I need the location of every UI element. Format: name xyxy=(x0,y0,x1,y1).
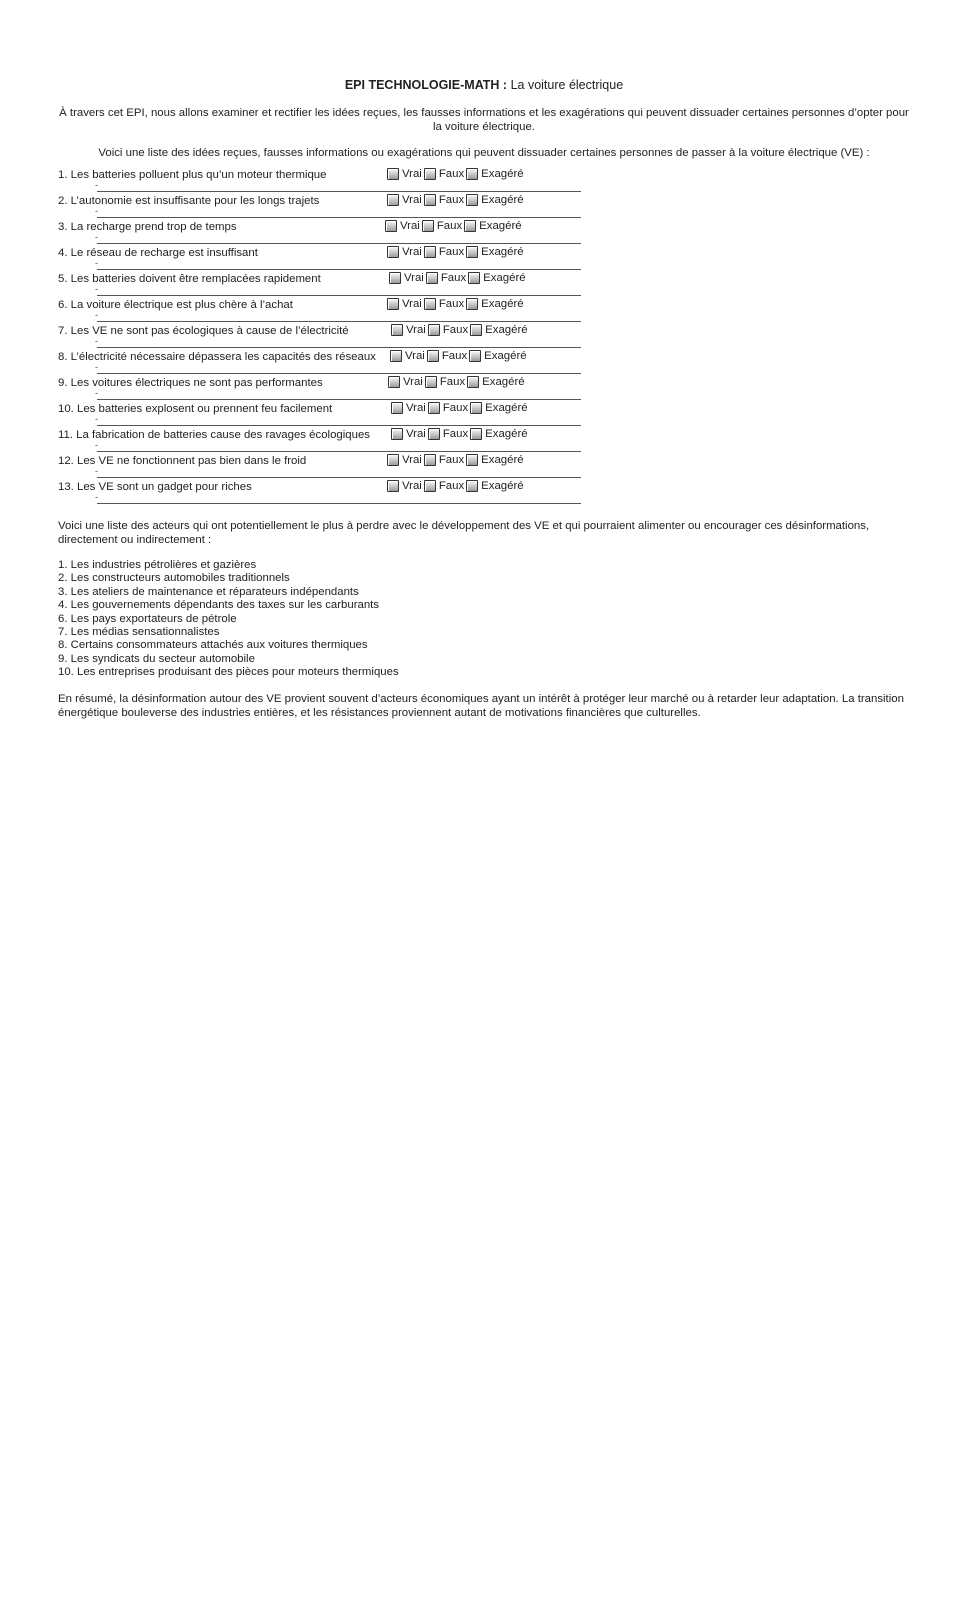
checkbox-vrai[interactable] xyxy=(387,168,422,180)
checkbox-box[interactable] xyxy=(466,480,478,492)
question-row xyxy=(58,219,538,245)
checkbox-box[interactable] xyxy=(391,402,403,414)
answer-line xyxy=(97,399,581,400)
actors-intro: Voici une liste des acteurs qui ont potentiellement le plus à perdre avec le développement des VE et qui pourraient alimenter ou encourager ces désinformations, directement ou indirectement : xyxy=(58,520,870,546)
question-text: 3. La recharge prend trop de temps xyxy=(58,221,237,233)
checkbox-box[interactable] xyxy=(387,194,399,206)
answer-options xyxy=(387,298,526,313)
answer-options xyxy=(389,272,528,287)
checkbox-label: Faux xyxy=(438,168,465,180)
answer-blank-marker: - xyxy=(95,414,98,424)
answer-blank-marker: - xyxy=(95,258,98,268)
checkbox-box[interactable] xyxy=(466,246,478,258)
answer-line xyxy=(97,451,581,452)
checkbox-label: Faux xyxy=(438,480,465,492)
question-text: 12. Les VE ne fonctionnent pas bien dans le froid xyxy=(58,455,307,467)
checkbox-box[interactable] xyxy=(387,480,399,492)
checkbox-vrai[interactable] xyxy=(387,454,422,466)
answer-line xyxy=(97,503,581,504)
questions-intro: Voici une liste des idées reçues, fausses informations ou exagérations qui peuvent dissuader certaines personnes de passer à la voiture électrique (VE) : xyxy=(98,147,870,159)
answer-options xyxy=(387,168,526,183)
question-row xyxy=(58,297,538,323)
answer-line xyxy=(97,477,581,478)
answer-options xyxy=(391,428,530,443)
answer-line xyxy=(97,321,581,322)
question-row xyxy=(58,375,538,401)
checkbox-exagere[interactable] xyxy=(466,298,523,310)
checkbox-box[interactable] xyxy=(424,194,436,206)
checkbox-label: Faux xyxy=(438,194,465,206)
checkbox-box[interactable] xyxy=(390,350,402,362)
checkbox-exagere[interactable] xyxy=(464,220,521,232)
checkbox-box[interactable] xyxy=(424,168,436,180)
checkbox-vrai[interactable] xyxy=(391,324,426,336)
checkbox-label: Vrai xyxy=(402,480,422,492)
answer-blank-marker: - xyxy=(95,440,98,450)
checkbox-box[interactable] xyxy=(470,324,482,336)
checkbox-box[interactable] xyxy=(428,402,440,414)
question-row xyxy=(58,479,538,505)
checkbox-box[interactable] xyxy=(469,350,481,362)
checkbox-box[interactable] xyxy=(470,402,482,414)
checkbox-label: Vrai xyxy=(406,402,426,414)
checkbox-label: Faux xyxy=(442,428,469,440)
checkbox-label: Vrai xyxy=(400,220,420,232)
answer-line xyxy=(97,425,581,426)
question-text: 5. Les batteries doivent être remplacées rapidement xyxy=(58,273,321,285)
checkbox-box[interactable] xyxy=(387,298,399,310)
answer-blank-marker: - xyxy=(95,492,98,502)
actor-item: 6. Les pays exportateurs de pétrole xyxy=(58,612,237,625)
checkbox-box[interactable] xyxy=(389,272,401,284)
answer-options xyxy=(391,402,530,417)
checkbox-label: Exagéré xyxy=(479,220,522,232)
question-row xyxy=(58,245,538,271)
answer-options xyxy=(387,194,526,209)
checkbox-faux[interactable] xyxy=(424,454,464,466)
question-row xyxy=(58,453,538,479)
answer-line xyxy=(97,373,581,374)
checkbox-vrai[interactable] xyxy=(391,402,426,414)
question-text: 8. L’électricité nécessaire dépassera les capacités des réseaux xyxy=(58,351,376,363)
checkbox-label: Vrai xyxy=(403,376,423,388)
answer-options xyxy=(391,324,530,339)
checkbox-box[interactable] xyxy=(466,298,478,310)
checkbox-exagere[interactable] xyxy=(466,246,523,258)
checkbox-box[interactable] xyxy=(426,272,438,284)
checkbox-vrai[interactable] xyxy=(389,272,424,284)
checkbox-box[interactable] xyxy=(468,272,480,284)
checkbox-label: Exagéré xyxy=(481,168,524,180)
answer-blank-marker: - xyxy=(95,180,98,190)
question-text: 10. Les batteries explosent ou prennent feu facilement xyxy=(58,403,333,415)
actors-list xyxy=(58,559,399,680)
answer-line xyxy=(97,295,581,296)
page-title xyxy=(0,78,968,92)
checkbox-label: Vrai xyxy=(402,194,422,206)
checkbox-faux[interactable] xyxy=(424,194,464,206)
question-row xyxy=(58,401,538,427)
question-text: 4. Le réseau de recharge est insuffisant xyxy=(58,247,258,259)
checkbox-label: Faux xyxy=(440,272,467,284)
checkbox-faux[interactable] xyxy=(428,324,468,336)
checkbox-box[interactable] xyxy=(424,246,436,258)
question-row xyxy=(58,167,538,193)
checkbox-label: Exagéré xyxy=(481,480,524,492)
actor-item: 7. Les médias sensationnalistes xyxy=(58,626,220,639)
checkbox-faux[interactable] xyxy=(424,246,464,258)
checkbox-box[interactable] xyxy=(425,376,437,388)
checkbox-box[interactable] xyxy=(387,454,399,466)
checkbox-label: Exagéré xyxy=(481,298,524,310)
answer-options xyxy=(387,480,526,495)
question-text: 13. Les VE sont un gadget pour riches xyxy=(58,481,252,493)
question-text: 11. La fabrication de batteries cause des ravages écologiques xyxy=(58,429,370,441)
checkbox-exagere[interactable] xyxy=(466,194,523,206)
checkbox-label: Vrai xyxy=(406,428,426,440)
checkbox-box[interactable] xyxy=(470,428,482,440)
answer-blank-marker: - xyxy=(95,466,98,476)
title-bold: EPI TECHNOLOGIE-MATH : xyxy=(344,78,508,92)
checkbox-label: Faux xyxy=(438,246,465,258)
answer-blank-marker: - xyxy=(95,388,98,398)
checkbox-box[interactable] xyxy=(391,428,403,440)
checkbox-vrai[interactable] xyxy=(387,194,422,206)
question-row xyxy=(58,349,538,375)
answer-options xyxy=(388,376,527,391)
answer-blank-marker: - xyxy=(95,232,98,242)
checkbox-box[interactable] xyxy=(424,480,436,492)
question-text: 7. Les VE ne sont pas écologiques à cause de l’électricité xyxy=(58,325,349,337)
answer-line xyxy=(97,191,581,192)
checkbox-box[interactable] xyxy=(428,324,440,336)
checkbox-exagere[interactable] xyxy=(470,428,527,440)
checkbox-label: Faux xyxy=(441,350,468,362)
checkbox-box[interactable] xyxy=(466,168,478,180)
checkbox-exagere[interactable] xyxy=(468,272,525,284)
summary-paragraph: En résumé, la désinformation autour des VE provient souvent d’acteurs économiques ayant un intérêt à protéger leur marché ou à retarder leur adaptation. La transition énergétique bouleverse des industries entières, et les résistances proviennent autant de motivations financières que culturelles. xyxy=(58,693,904,719)
answer-blank-marker: - xyxy=(95,284,98,294)
checkbox-faux[interactable] xyxy=(424,298,464,310)
checkbox-box[interactable] xyxy=(422,220,434,232)
checkbox-label: Faux xyxy=(436,220,463,232)
questions-list xyxy=(58,167,538,505)
checkbox-label: Faux xyxy=(439,376,466,388)
checkbox-box[interactable] xyxy=(424,298,436,310)
checkbox-label: Faux xyxy=(442,402,469,414)
checkbox-label: Faux xyxy=(442,324,469,336)
answer-blank-marker: - xyxy=(95,336,98,346)
actor-item: 10. Les entreprises produisant des pièces pour moteurs thermiques xyxy=(58,666,399,679)
checkbox-box[interactable] xyxy=(428,428,440,440)
checkbox-faux[interactable] xyxy=(425,376,465,388)
checkbox-exagere[interactable] xyxy=(469,350,526,362)
checkbox-vrai[interactable] xyxy=(387,246,422,258)
answer-options xyxy=(385,220,524,235)
checkbox-label: Vrai xyxy=(402,298,422,310)
checkbox-box[interactable] xyxy=(387,246,399,258)
checkbox-box[interactable] xyxy=(467,376,479,388)
checkbox-label: Exagéré xyxy=(481,454,524,466)
checkbox-label: Vrai xyxy=(406,324,426,336)
checkbox-label: Exagéré xyxy=(485,402,528,414)
checkbox-vrai[interactable] xyxy=(385,220,420,232)
actor-item: 1. Les industries pétrolières et gazières xyxy=(58,559,257,571)
checkbox-box[interactable] xyxy=(466,454,478,466)
checkbox-label: Exagéré xyxy=(481,246,524,258)
checkbox-label: Faux xyxy=(438,454,465,466)
checkbox-faux[interactable] xyxy=(428,428,468,440)
actor-item: 4. Les gouvernements dépendants des taxes sur les carburants xyxy=(58,599,380,612)
checkbox-faux[interactable] xyxy=(428,402,468,414)
checkbox-vrai[interactable] xyxy=(387,298,422,310)
answer-options xyxy=(387,246,526,261)
question-text: 9. Les voitures électriques ne sont pas performantes xyxy=(58,377,323,389)
checkbox-label: Vrai xyxy=(404,272,424,284)
question-text: 2. L’autonomie est insuffisante pour les longs trajets xyxy=(58,195,320,207)
checkbox-box[interactable] xyxy=(385,220,397,232)
checkbox-label: Exagéré xyxy=(484,350,527,362)
checkbox-label: Vrai xyxy=(402,246,422,258)
intro-paragraph: À travers cet EPI, nous allons examiner et rectifier les idées reçues, les fausses informations et les exagérations qui peuvent dissuader certaines personnes d’opter pour la voiture électrique. xyxy=(59,107,909,133)
checkbox-faux[interactable] xyxy=(426,272,466,284)
question-text: 6. La voiture électrique est plus chère à l’achat xyxy=(58,299,293,311)
checkbox-exagere[interactable] xyxy=(466,480,523,492)
question-text: 1. Les batteries polluent plus qu’un moteur thermique xyxy=(58,169,327,181)
checkbox-label: Vrai xyxy=(405,350,425,362)
checkbox-exagere[interactable] xyxy=(467,376,524,388)
actor-item: 2. Les constructeurs automobiles traditionnels xyxy=(58,572,290,585)
checkbox-label: Exagéré xyxy=(485,324,528,336)
answer-line xyxy=(97,269,581,270)
checkbox-faux[interactable] xyxy=(424,480,464,492)
checkbox-box[interactable] xyxy=(427,350,439,362)
actor-item: 8. Certains consommateurs attachés aux voitures thermiques xyxy=(58,639,368,652)
question-row xyxy=(58,271,538,297)
checkbox-exagere[interactable] xyxy=(466,168,523,180)
checkbox-vrai[interactable] xyxy=(387,480,422,492)
checkbox-label: Exagéré xyxy=(483,272,526,284)
answer-options xyxy=(390,350,529,365)
answer-options xyxy=(387,454,526,469)
checkbox-box[interactable] xyxy=(464,220,476,232)
checkbox-exagere[interactable] xyxy=(466,454,523,466)
checkbox-exagere[interactable] xyxy=(470,402,527,414)
answer-blank-marker: - xyxy=(95,362,98,372)
checkbox-exagere[interactable] xyxy=(470,324,527,336)
checkbox-label: Exagéré xyxy=(485,428,528,440)
title-rest: La voiture électrique xyxy=(510,78,624,92)
checkbox-label: Exagéré xyxy=(481,194,524,206)
checkbox-vrai[interactable] xyxy=(391,428,426,440)
checkbox-box[interactable] xyxy=(466,194,478,206)
question-row xyxy=(58,323,538,349)
checkbox-faux[interactable] xyxy=(424,168,464,180)
checkbox-vrai[interactable] xyxy=(390,350,425,362)
answer-line xyxy=(97,217,581,218)
checkbox-label: Vrai xyxy=(402,454,422,466)
answer-line xyxy=(97,347,581,348)
question-row xyxy=(58,427,538,453)
answer-line xyxy=(97,243,581,244)
checkbox-faux[interactable] xyxy=(427,350,467,362)
answer-blank-marker: - xyxy=(95,310,98,320)
checkbox-box[interactable] xyxy=(388,376,400,388)
checkbox-box[interactable] xyxy=(387,168,399,180)
actor-item: 3. Les ateliers de maintenance et réparateurs indépendants xyxy=(58,585,359,598)
checkbox-label: Vrai xyxy=(402,168,422,180)
checkbox-vrai[interactable] xyxy=(388,376,423,388)
checkbox-faux[interactable] xyxy=(422,220,462,232)
checkbox-box[interactable] xyxy=(424,454,436,466)
question-row xyxy=(58,193,538,219)
answer-blank-marker: - xyxy=(95,206,98,216)
actor-item: 9. Les syndicats du secteur automobile xyxy=(58,652,255,665)
checkbox-label: Exagéré xyxy=(482,376,525,388)
checkbox-box[interactable] xyxy=(391,324,403,336)
checkbox-label: Faux xyxy=(438,298,465,310)
